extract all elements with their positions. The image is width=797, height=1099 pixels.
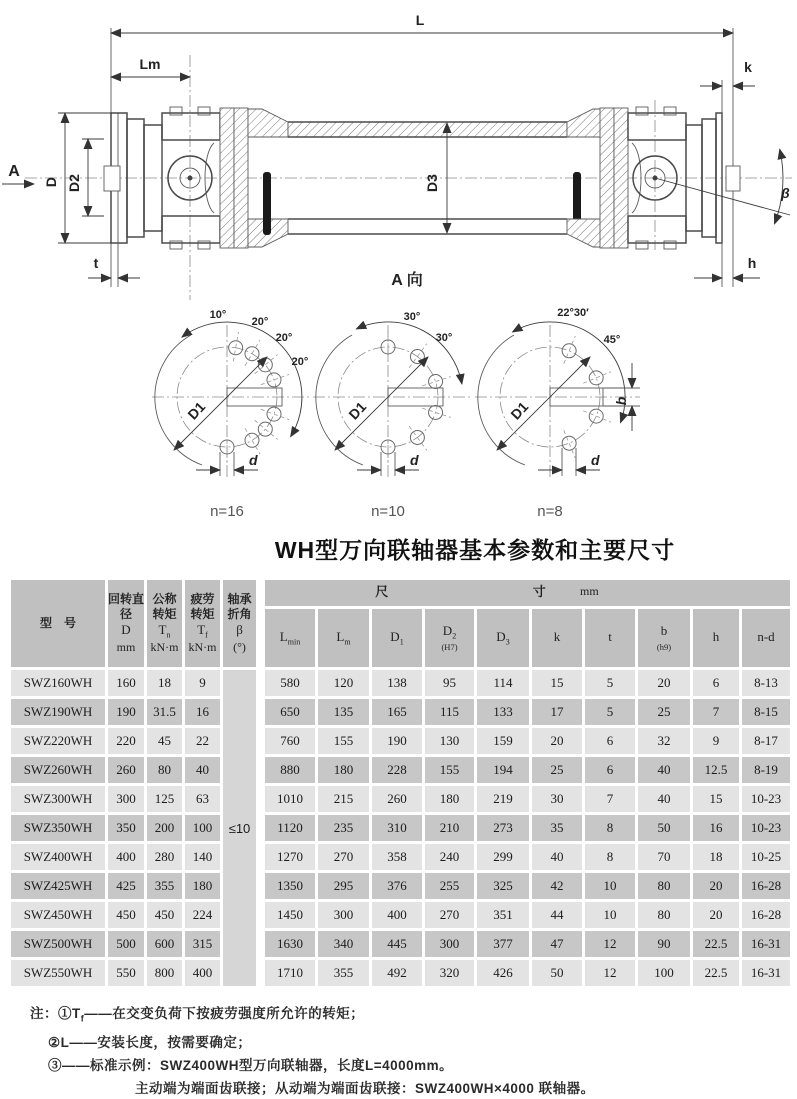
value-cell: 18 — [147, 670, 182, 696]
model-cell: SWZ220WH — [11, 728, 105, 754]
dim-label-k: k — [744, 59, 752, 75]
value-cell: 425 — [108, 873, 144, 899]
header-bearing-angle: 轴承折角 β (°) — [223, 580, 256, 667]
value-cell: 300 — [318, 902, 369, 928]
note-line-1: 注：$①T_f——$在交变负荷下按疲劳强度所允许的转矩； — [30, 1006, 365, 1024]
value-cell: 12.5 — [693, 757, 739, 783]
value-cell: 16-31 — [742, 960, 790, 986]
value-cell: 260 — [108, 757, 144, 783]
value-cell: 190 — [372, 728, 422, 754]
value-cell: 6 — [585, 757, 635, 783]
value-cell: 320 — [425, 960, 474, 986]
value-cell: 500 — [108, 931, 144, 957]
value-cell: 50 — [638, 815, 690, 841]
dim-label-D1: D1 — [184, 398, 209, 423]
value-cell: 140 — [185, 844, 220, 870]
dimension-lines — [2, 12, 790, 289]
model-cell: SWZ425WH — [11, 873, 105, 899]
value-cell: 7 — [585, 786, 635, 812]
angle-label: 45° — [603, 334, 621, 346]
value-cell: 220 — [108, 728, 144, 754]
value-cell: 255 — [425, 873, 474, 899]
value-cell: 6 — [693, 670, 739, 696]
value-cell: 135 — [318, 699, 369, 725]
value-cell: 219 — [477, 786, 529, 812]
value-cell: 20 — [693, 902, 739, 928]
dim-label-D1: D1 — [507, 398, 532, 423]
value-cell: 235 — [318, 815, 369, 841]
value-cell: 8 — [585, 844, 635, 870]
value-cell: 450 — [108, 902, 144, 928]
value-cell: 12 — [585, 931, 635, 957]
header-dimensions-group: 尺 寸 mm — [259, 580, 790, 606]
dim-label-L: L — [415, 12, 425, 28]
header-D2: $D_2$ (H7) — [425, 609, 474, 667]
value-cell: 215 — [318, 786, 369, 812]
table-row — [11, 699, 790, 725]
value-cell: 16-31 — [742, 931, 790, 957]
value-cell: 20 — [532, 728, 582, 754]
value-cell: 580 — [259, 670, 315, 696]
header-rotation-diameter: 回转直径 D mm — [108, 580, 144, 667]
value-cell: 5 — [585, 699, 635, 725]
value-cell: 8-13 — [742, 670, 790, 696]
header-D1: $D_1$ — [372, 609, 422, 667]
value-cell: 8-19 — [742, 757, 790, 783]
value-cell: 280 — [147, 844, 182, 870]
value-cell: 228 — [372, 757, 422, 783]
dim-label-t: t — [93, 255, 99, 271]
value-cell: 450 — [147, 902, 182, 928]
parameters-table — [8, 577, 793, 989]
value-cell: 445 — [372, 931, 422, 957]
value-cell: 47 — [532, 931, 582, 957]
value-cell: 200 — [147, 815, 182, 841]
value-cell: 194 — [477, 757, 529, 783]
value-cell: 45 — [147, 728, 182, 754]
page-title: WH型万向联轴器基本参数和主要尺寸 — [274, 537, 676, 563]
value-cell: 20 — [693, 873, 739, 899]
value-cell: 16-28 — [742, 873, 790, 899]
value-cell: 299 — [477, 844, 529, 870]
value-cell: 22.5 — [693, 960, 739, 986]
angle-label: 20° — [291, 356, 309, 368]
model-cell: SWZ350WH — [11, 815, 105, 841]
header-nominal-torque: 公称转矩 $T_n$ kN·m — [147, 580, 182, 667]
value-cell: 8-15 — [742, 699, 790, 725]
value-cell: 125 — [147, 786, 182, 812]
table-row — [11, 786, 790, 812]
value-cell: 240 — [425, 844, 474, 870]
parameters-table-wrap — [8, 577, 793, 989]
value-cell: 315 — [185, 931, 220, 957]
value-cell: 1010 — [259, 786, 315, 812]
header-model: 型 号 — [11, 580, 105, 667]
table-row — [11, 670, 790, 696]
value-cell: 340 — [318, 931, 369, 957]
value-cell: 1710 — [259, 960, 315, 986]
value-cell: 40 — [638, 757, 690, 783]
dim-label-D2: D2 — [66, 174, 82, 192]
value-cell: 44 — [532, 902, 582, 928]
value-cell: 100 — [185, 815, 220, 841]
value-cell: 25 — [638, 699, 690, 725]
value-cell: 100 — [638, 960, 690, 986]
angle-label: 30° — [403, 311, 421, 323]
value-cell: 270 — [425, 902, 474, 928]
hole-count-label: n=10 — [371, 503, 405, 520]
table-row — [11, 873, 790, 899]
model-cell: SWZ300WH — [11, 786, 105, 812]
dim-label-h: h — [747, 255, 757, 271]
angle-label: 10° — [209, 309, 227, 321]
value-cell: 270 — [318, 844, 369, 870]
value-cell: 5 — [585, 670, 635, 696]
table-row — [11, 728, 790, 754]
value-cell: 63 — [185, 786, 220, 812]
hole-count-label: n=16 — [210, 503, 244, 520]
note-line-2: ②L——安装长度，按需要确定； — [48, 1034, 252, 1050]
value-cell: 1450 — [259, 902, 315, 928]
value-cell: 8 — [585, 815, 635, 841]
angle-label: 30° — [435, 332, 453, 344]
value-cell: 310 — [372, 815, 422, 841]
value-cell: 114 — [477, 670, 529, 696]
value-cell: 115 — [425, 699, 474, 725]
header-Lmin: $L_{min}$ — [259, 609, 315, 667]
dim-label-beta: β — [781, 185, 790, 201]
value-cell: 138 — [372, 670, 422, 696]
value-cell: 120 — [318, 670, 369, 696]
value-cell: 224 — [185, 902, 220, 928]
value-cell: 492 — [372, 960, 422, 986]
value-cell: 22.5 — [693, 931, 739, 957]
value-cell: 426 — [477, 960, 529, 986]
table-row — [11, 902, 790, 928]
model-cell: SWZ260WH — [11, 757, 105, 783]
value-cell: 80 — [638, 902, 690, 928]
value-cell: 1120 — [259, 815, 315, 841]
header-n-d: n-d — [742, 609, 790, 667]
model-cell: SWZ160WH — [11, 670, 105, 696]
value-cell: 1630 — [259, 931, 315, 957]
angle-label: 22°30′ — [557, 307, 589, 319]
value-cell: 325 — [477, 873, 529, 899]
value-cell: 155 — [425, 757, 474, 783]
value-cell: 10 — [585, 873, 635, 899]
hole-count-label: n=8 — [537, 503, 563, 520]
value-cell: 155 — [318, 728, 369, 754]
value-cell: 95 — [425, 670, 474, 696]
value-cell: 40 — [638, 786, 690, 812]
dim-label-D: D — [43, 176, 59, 188]
value-cell: 760 — [259, 728, 315, 754]
value-cell: 190 — [108, 699, 144, 725]
value-cell: 400 — [372, 902, 422, 928]
value-cell: 400 — [185, 960, 220, 986]
value-cell: 260 — [372, 786, 422, 812]
bolt-pattern-view-n10 — [313, 311, 473, 520]
value-cell: 17 — [532, 699, 582, 725]
value-cell: 130 — [425, 728, 474, 754]
value-cell: 7 — [693, 699, 739, 725]
value-cell: 22 — [185, 728, 220, 754]
note-line-4: 主动端为端面齿联接；从动端为端面齿联接：SWZ400WH×4000 联轴器。 — [135, 1080, 595, 1096]
header-fatigue-torque: 疲劳转矩 $T_f$ kN·m — [185, 580, 220, 667]
value-cell: 355 — [318, 960, 369, 986]
value-cell: 650 — [259, 699, 315, 725]
angle-label: 20° — [275, 332, 293, 344]
value-cell: 31.5 — [147, 699, 182, 725]
table-row — [11, 931, 790, 957]
value-cell: 300 — [425, 931, 474, 957]
dim-label-d: d — [591, 452, 600, 468]
value-cell: 20 — [638, 670, 690, 696]
value-cell: 273 — [477, 815, 529, 841]
value-cell: 376 — [372, 873, 422, 899]
header-k: k — [532, 609, 582, 667]
value-cell: 800 — [147, 960, 182, 986]
value-cell: 42 — [532, 873, 582, 899]
value-cell: 80 — [638, 873, 690, 899]
value-cell: 377 — [477, 931, 529, 957]
value-cell: 400 — [108, 844, 144, 870]
dim-label-D1: D1 — [345, 398, 370, 423]
value-cell: 295 — [318, 873, 369, 899]
dim-label-b: b — [613, 396, 629, 406]
value-cell: 6 — [585, 728, 635, 754]
header-b: b (h9) — [638, 609, 690, 667]
dim-label-d: d — [410, 452, 419, 468]
model-cell: SWZ550WH — [11, 960, 105, 986]
note-line-3: ③——标准示例：SWZ400WH型万向联轴器，长度L=4000mm。 — [48, 1057, 454, 1073]
value-cell: 16-28 — [742, 902, 790, 928]
value-cell: 180 — [185, 873, 220, 899]
header-t: t — [585, 609, 635, 667]
value-cell: 32 — [638, 728, 690, 754]
dim-label-d: d — [249, 452, 258, 468]
model-cell: SWZ400WH — [11, 844, 105, 870]
value-cell: 80 — [147, 757, 182, 783]
value-cell: 300 — [108, 786, 144, 812]
view-arrow-label-A: A — [8, 163, 20, 180]
value-cell: 15 — [693, 786, 739, 812]
value-cell: 133 — [477, 699, 529, 725]
a-view-caption: A 向 — [391, 272, 423, 289]
value-cell: 70 — [638, 844, 690, 870]
value-cell: 40 — [185, 757, 220, 783]
value-cell: 10-25 — [742, 844, 790, 870]
table-row — [11, 815, 790, 841]
value-cell: 40 — [532, 844, 582, 870]
value-cell: 10-23 — [742, 815, 790, 841]
value-cell: 18 — [693, 844, 739, 870]
value-cell: 159 — [477, 728, 529, 754]
value-cell: 358 — [372, 844, 422, 870]
value-cell: 600 — [147, 931, 182, 957]
value-cell: 35 — [532, 815, 582, 841]
value-cell: 1350 — [259, 873, 315, 899]
value-cell: 30 — [532, 786, 582, 812]
table-row — [11, 960, 790, 986]
model-cell: SWZ190WH — [11, 699, 105, 725]
model-cell: SWZ450WH — [11, 902, 105, 928]
value-cell: 90 — [638, 931, 690, 957]
table-body — [11, 670, 790, 986]
value-cell: 15 — [532, 670, 582, 696]
bolt-pattern-view-n16 — [152, 309, 312, 520]
dim-label-Lm: Lm — [139, 56, 161, 72]
angle-label: 20° — [251, 316, 269, 328]
table-row — [11, 757, 790, 783]
beta-merged-cell: ≤10 — [223, 670, 256, 986]
table-row — [11, 844, 790, 870]
dim-label-D3: D3 — [424, 174, 440, 192]
footnotes — [30, 1006, 780, 1099]
value-cell: 165 — [372, 699, 422, 725]
value-cell: 350 — [108, 815, 144, 841]
value-cell: 355 — [147, 873, 182, 899]
value-cell: 16 — [693, 815, 739, 841]
header-h: h — [693, 609, 739, 667]
value-cell: 160 — [108, 670, 144, 696]
value-cell: 1270 — [259, 844, 315, 870]
value-cell: 210 — [425, 815, 474, 841]
bolt-pattern-view-n8 — [475, 307, 640, 520]
value-cell: 25 — [532, 757, 582, 783]
header-Lm: $L_m$ — [318, 609, 369, 667]
value-cell: 880 — [259, 757, 315, 783]
value-cell: 8-17 — [742, 728, 790, 754]
value-cell: 550 — [108, 960, 144, 986]
value-cell: 50 — [532, 960, 582, 986]
value-cell: 16 — [185, 699, 220, 725]
value-cell: 10-23 — [742, 786, 790, 812]
value-cell: 10 — [585, 902, 635, 928]
value-cell: 9 — [693, 728, 739, 754]
header-D3: $D_3$ — [477, 609, 529, 667]
value-cell: 351 — [477, 902, 529, 928]
value-cell: 12 — [585, 960, 635, 986]
model-cell: SWZ500WH — [11, 931, 105, 957]
value-cell: 180 — [425, 786, 474, 812]
value-cell: 180 — [318, 757, 369, 783]
value-cell: 9 — [185, 670, 220, 696]
